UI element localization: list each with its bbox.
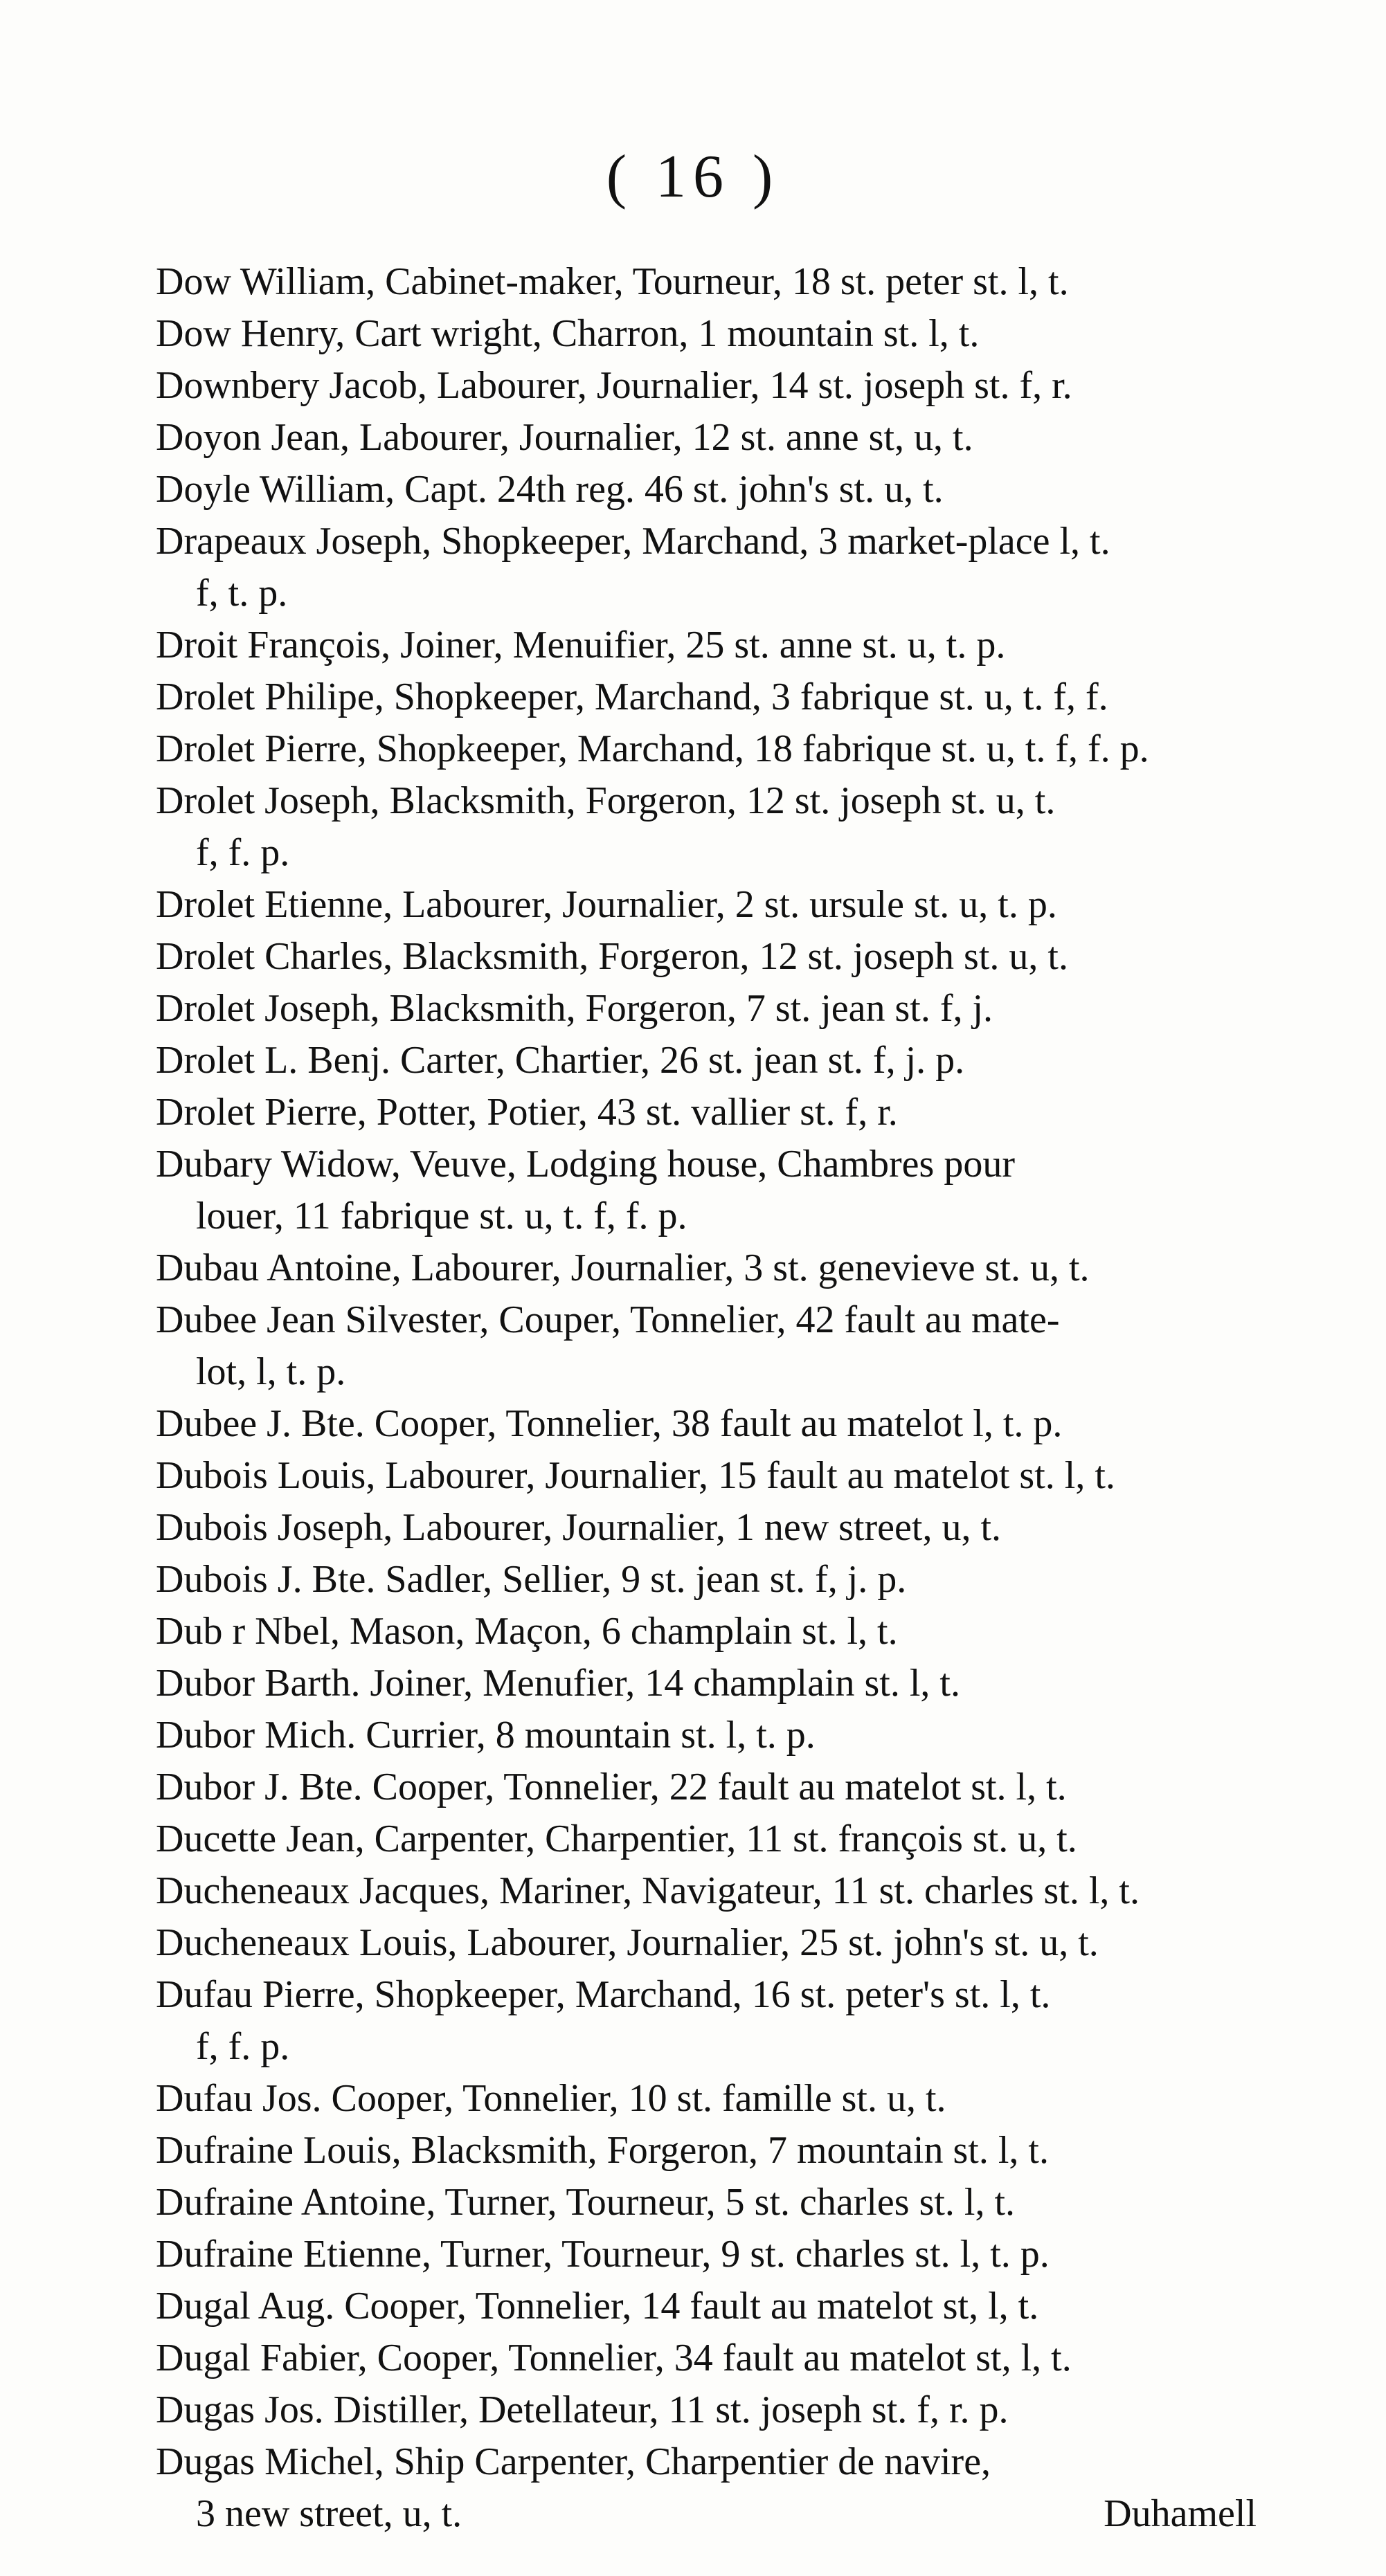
entry-text: Droit François, Joiner, Menuifier, 25 st. anne st. u, t. p.: [156, 624, 1006, 666]
entry-text: Dufraine Antoine, Turner, Tourneur, 5 st. charles st. l, t.: [156, 2181, 1016, 2224]
entry-line: [156, 1761, 1257, 1813]
entry-text: Dubois J. Bte. Sadler, Sellier, 9 st. jean st. f, j. p.: [156, 1558, 907, 1601]
entry-line: [156, 931, 1257, 983]
entry-text: f, t. p.: [196, 572, 288, 615]
entry-line: [156, 671, 1257, 723]
entry-continuation-line: [156, 1346, 1257, 1398]
entry-line: [156, 1969, 1257, 2021]
entry-text: 3 new street, u, t.: [196, 2492, 462, 2535]
entry-line: [156, 1502, 1257, 1554]
entry-line: [156, 1398, 1257, 1450]
entry-text: Dubois Louis, Labourer, Journalier, 15 fault au matelot st. l, t.: [156, 1454, 1115, 1497]
entry-line: [156, 619, 1257, 671]
entry-text: Dufraine Louis, Blacksmith, Forgeron, 7 mountain st. l, t.: [156, 2129, 1049, 2172]
entry-line: [156, 2280, 1257, 2332]
entry-text: Dufau Jos. Cooper, Tonnelier, 10 st. famille st. u, t.: [156, 2077, 946, 2120]
entry-text: Dubor J. Bte. Cooper, Tonnelier, 22 fault au matelot st. l, t.: [156, 1766, 1067, 1808]
entry-text: Drolet L. Benj. Carter, Chartier, 26 st. jean st. f, j. p.: [156, 1039, 965, 1082]
entry-text: Ducheneaux Louis, Labourer, Journalier, 25 st. john's st. u, t.: [156, 1921, 1099, 1964]
entry-line: [156, 1242, 1257, 1294]
entry-line: [156, 1865, 1257, 1917]
entry-text: Drolet Pierre, Shopkeeper, Marchand, 18 fabrique st. u, t. f, f. p.: [156, 727, 1149, 770]
entry-text: Dugas Jos. Distiller, Detellateur, 11 st. joseph st. f, r. p.: [156, 2388, 1009, 2431]
entry-text: Drolet Etienne, Labourer, Journalier, 2 st. ursule st. u, t. p.: [156, 883, 1057, 926]
entry-line: [156, 464, 1257, 516]
directory-entries: [156, 256, 1257, 2540]
entry-text: Dufraine Etienne, Turner, Tourneur, 9 st. charles st. l, t. p.: [156, 2233, 1050, 2276]
entry-line: [156, 775, 1257, 827]
entry-text: Dubor Barth. Joiner, Menufier, 14 champlain st. l, t.: [156, 1662, 960, 1705]
entry-line: [156, 2384, 1257, 2436]
entry-text: f, f. p.: [196, 831, 290, 874]
entry-line: [156, 1554, 1257, 1606]
entry-line: [156, 1813, 1257, 1865]
entry-text: Dubois Joseph, Labourer, Journalier, 1 new street, u, t.: [156, 1506, 1002, 1549]
entry-text: Dubary Widow, Veuve, Lodging house, Chambres pour: [156, 1143, 1015, 1186]
entry-text: Doyle William, Capt. 24th reg. 46 st. john's st. u, t.: [156, 468, 944, 511]
entry-line: [156, 412, 1257, 464]
entry-line: [156, 723, 1257, 775]
entry-continuation-line: [156, 1190, 1257, 1242]
entry-text: Dubee J. Bte. Cooper, Tonnelier, 38 fault au matelot l, t. p.: [156, 1402, 1063, 1445]
entry-text: Dow William, Cabinet-maker, Tourneur, 18 st. peter st. l, t.: [156, 260, 1069, 303]
entry-line: [156, 2332, 1257, 2384]
entry-line: [156, 1035, 1257, 1087]
entry-text: Drolet Charles, Blacksmith, Forgeron, 12 st. joseph st. u, t.: [156, 935, 1068, 978]
entry-text: Dubor Mich. Currier, 8 mountain st. l, t. p.: [156, 1714, 816, 1757]
entry-line: [156, 1917, 1257, 1969]
entry-text: lot, l, t. p.: [196, 1350, 346, 1393]
entry-text: Dubau Antoine, Labourer, Journalier, 3 st. genevieve st. u, t.: [156, 1246, 1090, 1289]
entry-line: [156, 1606, 1257, 1658]
entry-line: [156, 256, 1257, 308]
entry-text: Drapeaux Joseph, Shopkeeper, Marchand, 3 market-place l, t.: [156, 520, 1110, 563]
entry-continuation-line: [156, 568, 1257, 619]
entry-line: [156, 2229, 1257, 2280]
entry-text: Drolet Joseph, Blacksmith, Forgeron, 12 st. joseph st. u, t.: [156, 779, 1056, 822]
entry-text: louer, 11 fabrique st. u, t. f, f. p.: [196, 1195, 687, 1237]
entry-line: [156, 360, 1257, 412]
entry-line: [156, 2073, 1257, 2125]
entry-text: Dubee Jean Silvester, Couper, Tonnelier, 42 fault au mate-: [156, 1298, 1060, 1341]
entry-line: [156, 2177, 1257, 2229]
entry-text: Drolet Joseph, Blacksmith, Forgeron, 7 st. jean st. f, j.: [156, 987, 993, 1030]
catchword: Duhamell: [1104, 2492, 1257, 2535]
entry-line: [156, 2436, 1257, 2488]
entry-text: Drolet Pierre, Potter, Potier, 43 st. vallier st. f, r.: [156, 1091, 898, 1134]
entry-text: Downbery Jacob, Labourer, Journalier, 14 st. joseph st. f, r.: [156, 364, 1072, 407]
entry-text: Dugal Aug. Cooper, Tonnelier, 14 fault au matelot st, l, t.: [156, 2285, 1039, 2328]
entry-line: [156, 1294, 1257, 1346]
entry-line: [156, 516, 1257, 568]
entry-text: Drolet Philipe, Shopkeeper, Marchand, 3 fabrique st. u, t. f, f.: [156, 675, 1108, 718]
entry-line: [156, 1450, 1257, 1502]
entry-line: [156, 1658, 1257, 1709]
page-number: ( 16 ): [606, 143, 780, 210]
entry-text: Doyon Jean, Labourer, Journalier, 12 st. anne st, u, t.: [156, 416, 973, 459]
entry-line: [156, 308, 1257, 360]
entry-text: Ducette Jean, Carpenter, Charpentier, 11 st. françois st. u, t.: [156, 1817, 1077, 1860]
entry-line: [156, 879, 1257, 931]
entry-continuation-line: [156, 2488, 1257, 2540]
entry-line: [156, 2125, 1257, 2177]
entry-line: [156, 1087, 1257, 1139]
entry-text: Dub r Nbel, Mason, Maçon, 6 champlain st. l, t.: [156, 1610, 898, 1653]
entry-text: Dugal Fabier, Cooper, Tonnelier, 34 fault au matelot st, l, t.: [156, 2337, 1072, 2379]
entry-line: [156, 1139, 1257, 1190]
entry-text: Dufau Pierre, Shopkeeper, Marchand, 16 st. peter's st. l, t.: [156, 1973, 1051, 2016]
entry-line: [156, 983, 1257, 1035]
entry-line: [156, 1709, 1257, 1761]
entry-text: Dow Henry, Cart wright, Charron, 1 mountain st. l, t.: [156, 312, 980, 355]
entry-text: f, f. p.: [196, 2025, 290, 2068]
entry-text: Ducheneaux Jacques, Mariner, Navigateur, 11 st. charles st. l, t.: [156, 1869, 1140, 1912]
entry-text: Dugas Michel, Ship Carpenter, Charpentier de navire,: [156, 2440, 991, 2483]
entry-continuation-line: [156, 2021, 1257, 2073]
entry-continuation-line: [156, 827, 1257, 879]
